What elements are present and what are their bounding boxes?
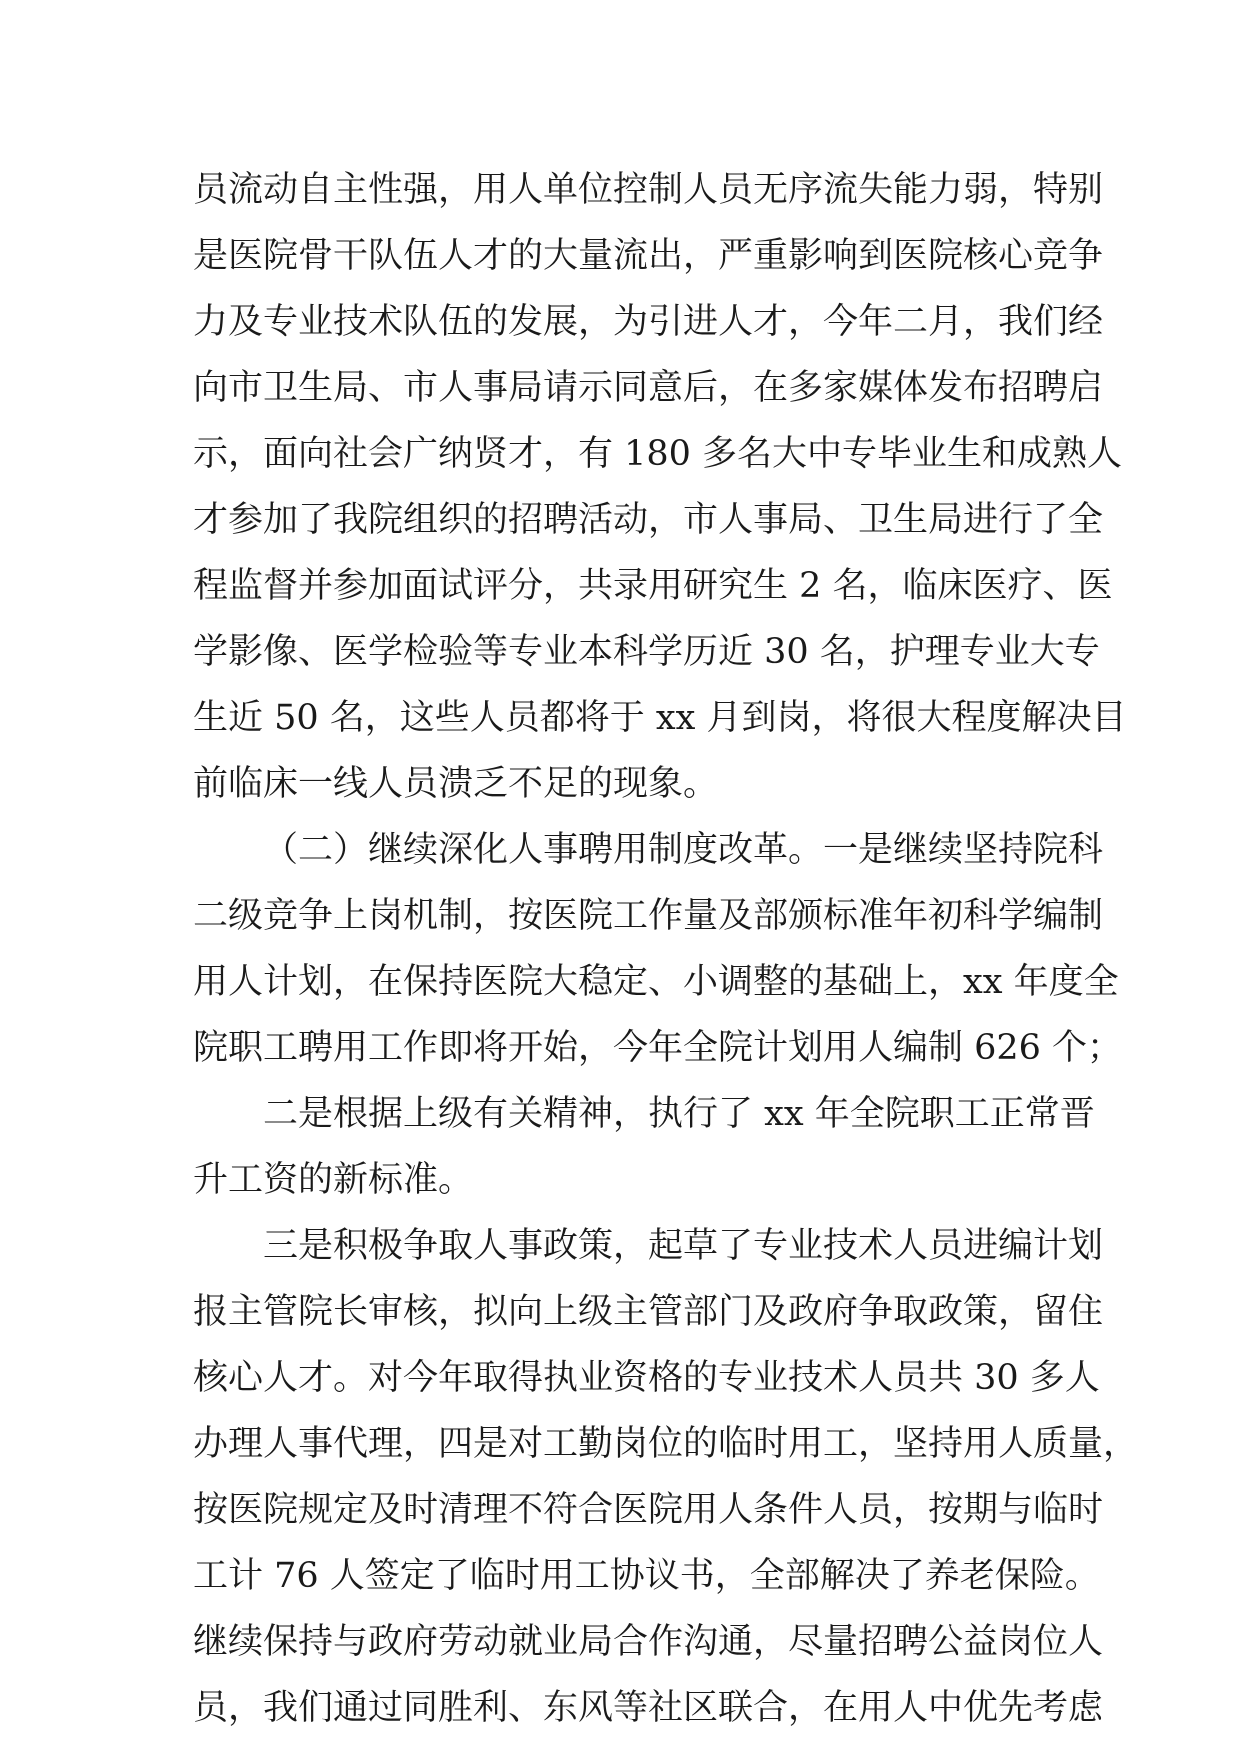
paragraph-start-line: 二是根据上级有关精神，执行了 xx 年全院职工正常晋 [263, 1094, 1095, 1134]
text-line: 员流动自主性强，用人单位控制人员无序流失能力弱，特别 [193, 170, 1104, 210]
text-line: 向市卫生局、市人事局请示同意后，在多家媒体发布招聘启 [193, 368, 1104, 408]
text-line: 示，面向社会广纳贤才，有 180 多名大中专毕业生和成熟人 [193, 434, 1123, 474]
text-line: 学影像、医学检验等专业本科学历近 30 名，护理专业大专 [193, 632, 1100, 672]
text-line: 二级竞争上岗机制，按医院工作量及部颁标准年初科学编制 [193, 896, 1104, 936]
text-line: 院职工聘用工作即将开始，今年全院计划用人编制 626 个； [193, 1028, 1123, 1068]
text-line: 员，我们通过同胜利、东风等社区联合，在用人中优先考虑 [193, 1688, 1104, 1728]
text-line: 核心人才。对今年取得执业资格的专业技术人员共 30 多人 [193, 1358, 1100, 1398]
text-line: 继续保持与政府劳动就业局合作沟通，尽量招聘公益岗位人 [193, 1622, 1104, 1662]
text-line: 按医院规定及时清理不符合医院用人条件人员，按期与临时 [193, 1490, 1104, 1530]
text-line: 才参加了我院组织的招聘活动，市人事局、卫生局进行了全 [193, 500, 1104, 540]
text-line: 是医院骨干队伍人才的大量流出，严重影响到医院核心竞争 [193, 236, 1104, 276]
text-line: 用人计划，在保持医院大稳定、小调整的基础上，xx 年度全 [193, 962, 1119, 1002]
text-line: 力及专业技术队伍的发展，为引进人才，今年二月，我们经 [193, 302, 1104, 342]
text-line: 程监督并参加面试评分，共录用研究生 2 名，临床医疗、医 [193, 566, 1113, 606]
text-line: 办理人事代理，四是对工勤岗位的临时用工，坚持用人质量， [193, 1424, 1139, 1464]
paragraph-start-line: 三是积极争取人事政策，起草了专业技术人员进编计划 [263, 1226, 1104, 1266]
text-line: 工计 76 人签定了临时用工协议书，全部解决了养老保险。 [193, 1556, 1100, 1596]
text-line: 升工资的新标准。 [193, 1160, 474, 1200]
text-line: 报主管院长审核，拟向上级主管部门及政府争取政策，留住 [193, 1292, 1104, 1332]
text-line: 前临床一线人员溃乏不足的现象。 [193, 764, 719, 804]
body-text [193, 157, 1139, 1741]
paragraph-start-line: （二）继续深化人事聘用制度改革。一是继续坚持院科 [263, 830, 1104, 870]
text-line: 生近 50 名，这些人员都将于 xx 月到岗，将很大程度解决目 [193, 698, 1127, 738]
